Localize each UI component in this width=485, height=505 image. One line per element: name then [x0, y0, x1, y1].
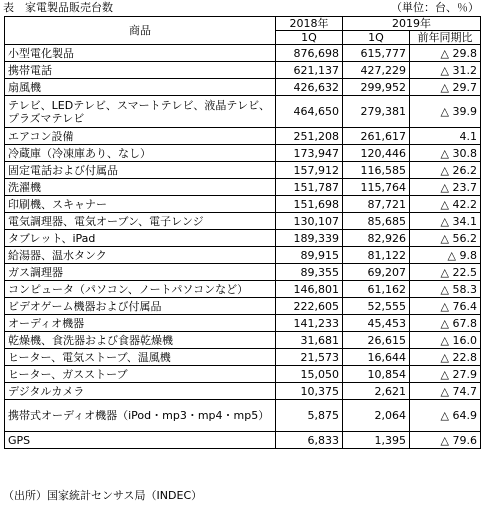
- header-q-2018: 1Q: [276, 31, 343, 45]
- value-2019: 26,615: [343, 332, 410, 349]
- product-name: ヒーター、電気ストーブ、温風機: [5, 349, 276, 366]
- yoy-change: △ 79.6: [410, 432, 481, 449]
- value-2018: 89,355: [276, 264, 343, 281]
- table-row: [5, 281, 481, 298]
- table-row: [5, 79, 481, 96]
- yoy-change: △ 34.1: [410, 213, 481, 230]
- product-name: 洗濯機: [5, 179, 276, 196]
- header-year-2019: 2019年: [343, 17, 481, 31]
- table-row: [5, 400, 481, 432]
- value-2019: 1,395: [343, 432, 410, 449]
- value-2019: 45,453: [343, 315, 410, 332]
- yoy-change: △ 74.7: [410, 383, 481, 400]
- product-name: GPS: [5, 432, 276, 449]
- product-name: 小型電化製品: [5, 45, 276, 62]
- value-2019: 82,926: [343, 230, 410, 247]
- value-2018: 5,875: [276, 400, 343, 432]
- table-row: [5, 315, 481, 332]
- value-2018: 15,050: [276, 366, 343, 383]
- product-name: 印刷機、スキャナー: [5, 196, 276, 213]
- product-name: コンピュータ（パソコン、ノートパソコンなど）: [5, 281, 276, 298]
- table-row: [5, 62, 481, 79]
- yoy-change: △ 42.2: [410, 196, 481, 213]
- table-row: [5, 162, 481, 179]
- product-name: オーディオ機器: [5, 315, 276, 332]
- value-2019: 615,777: [343, 45, 410, 62]
- product-name: 固定電話および付属品: [5, 162, 276, 179]
- product-name: ヒーター、ガスストーブ: [5, 366, 276, 383]
- yoy-change: △ 30.8: [410, 145, 481, 162]
- value-2019: 279,381: [343, 96, 410, 128]
- product-name: テレビ、LEDテレビ、スマートテレビ、液晶テレビ、プラズマテレビ: [5, 96, 276, 128]
- value-2019: 299,952: [343, 79, 410, 96]
- table-row: [5, 298, 481, 315]
- value-2019: 2,621: [343, 383, 410, 400]
- value-2019: 61,162: [343, 281, 410, 298]
- value-2019: 69,207: [343, 264, 410, 281]
- value-2018: 21,573: [276, 349, 343, 366]
- value-2019: 427,229: [343, 62, 410, 79]
- header-q-2019: 1Q: [343, 31, 410, 45]
- header-yoy: 前年同期比: [410, 31, 481, 45]
- yoy-change: △ 67.8: [410, 315, 481, 332]
- yoy-change: 4.1: [410, 128, 481, 145]
- product-name: エアコン設備: [5, 128, 276, 145]
- value-2018: 151,787: [276, 179, 343, 196]
- value-2019: 85,685: [343, 213, 410, 230]
- product-name: 携帯式オーディオ機器（iPod・mp3・mp4・mp5）: [5, 400, 276, 432]
- table-row: [5, 96, 481, 128]
- value-2019: 115,764: [343, 179, 410, 196]
- product-name: 扇風機: [5, 79, 276, 96]
- value-2019: 16,644: [343, 349, 410, 366]
- yoy-change: △ 23.7: [410, 179, 481, 196]
- table-row: [5, 213, 481, 230]
- value-2018: 157,912: [276, 162, 343, 179]
- product-name: 電気調理器、電気オーブン、電子レンジ: [5, 213, 276, 230]
- table-row: [5, 145, 481, 162]
- value-2019: 87,721: [343, 196, 410, 213]
- value-2018: 621,137: [276, 62, 343, 79]
- product-name: 冷蔵庫（冷凍庫あり、なし）: [5, 145, 276, 162]
- yoy-change: △ 9.8: [410, 247, 481, 264]
- value-2018: 146,801: [276, 281, 343, 298]
- yoy-change: △ 27.9: [410, 366, 481, 383]
- yoy-change: △ 76.4: [410, 298, 481, 315]
- yoy-change: △ 64.9: [410, 400, 481, 432]
- table-row: [5, 247, 481, 264]
- value-2018: 130,107: [276, 213, 343, 230]
- table-row: [5, 196, 481, 213]
- yoy-change: △ 58.3: [410, 281, 481, 298]
- product-name: タブレット、iPad: [5, 230, 276, 247]
- value-2019: 10,854: [343, 366, 410, 383]
- table-row: [5, 366, 481, 383]
- value-2019: 116,585: [343, 162, 410, 179]
- value-2018: 222,605: [276, 298, 343, 315]
- table-row: [5, 128, 481, 145]
- product-name: ビデオゲーム機器および付属品: [5, 298, 276, 315]
- yoy-change: △ 22.8: [410, 349, 481, 366]
- sales-table: [4, 16, 481, 449]
- header-product: 商品: [5, 17, 276, 45]
- value-2018: 10,375: [276, 383, 343, 400]
- table-row: [5, 45, 481, 62]
- table-row: [5, 332, 481, 349]
- value-2018: 876,698: [276, 45, 343, 62]
- yoy-change: △ 56.2: [410, 230, 481, 247]
- value-2018: 464,650: [276, 96, 343, 128]
- table-row: [5, 432, 481, 449]
- table-body: [5, 45, 481, 449]
- yoy-change: △ 29.7: [410, 79, 481, 96]
- value-2018: 31,681: [276, 332, 343, 349]
- value-2019: 261,617: [343, 128, 410, 145]
- value-2019: 2,064: [343, 400, 410, 432]
- value-2018: 189,339: [276, 230, 343, 247]
- yoy-change: △ 22.5: [410, 264, 481, 281]
- value-2018: 141,233: [276, 315, 343, 332]
- value-2019: 52,555: [343, 298, 410, 315]
- yoy-change: △ 39.9: [410, 96, 481, 128]
- product-name: 乾燥機、食洗器および食器乾燥機: [5, 332, 276, 349]
- value-2019: 120,446: [343, 145, 410, 162]
- value-2018: 426,632: [276, 79, 343, 96]
- value-2018: 6,833: [276, 432, 343, 449]
- header-year-2018: 2018年: [276, 17, 343, 31]
- yoy-change: △ 26.2: [410, 162, 481, 179]
- product-name: 給湯器、温水タンク: [5, 247, 276, 264]
- product-name: 携帯電話: [5, 62, 276, 79]
- product-name: デジタルカメラ: [5, 383, 276, 400]
- table-row: [5, 179, 481, 196]
- value-2018: 251,208: [276, 128, 343, 145]
- yoy-change: △ 29.8: [410, 45, 481, 62]
- table-row: [5, 264, 481, 281]
- yoy-change: △ 31.2: [410, 62, 481, 79]
- value-2018: 89,915: [276, 247, 343, 264]
- unit-note: （単位：台、％）: [391, 1, 479, 14]
- value-2018: 151,698: [276, 196, 343, 213]
- product-name: ガス調理器: [5, 264, 276, 281]
- value-2018: 173,947: [276, 145, 343, 162]
- source-note: （出所）国家統計センサス局（INDEC）: [3, 489, 203, 502]
- table-row: [5, 383, 481, 400]
- table-row: [5, 230, 481, 247]
- yoy-change: △ 16.0: [410, 332, 481, 349]
- table-title: 表 家電製品販売台数: [3, 1, 113, 14]
- value-2019: 81,122: [343, 247, 410, 264]
- table-row: [5, 349, 481, 366]
